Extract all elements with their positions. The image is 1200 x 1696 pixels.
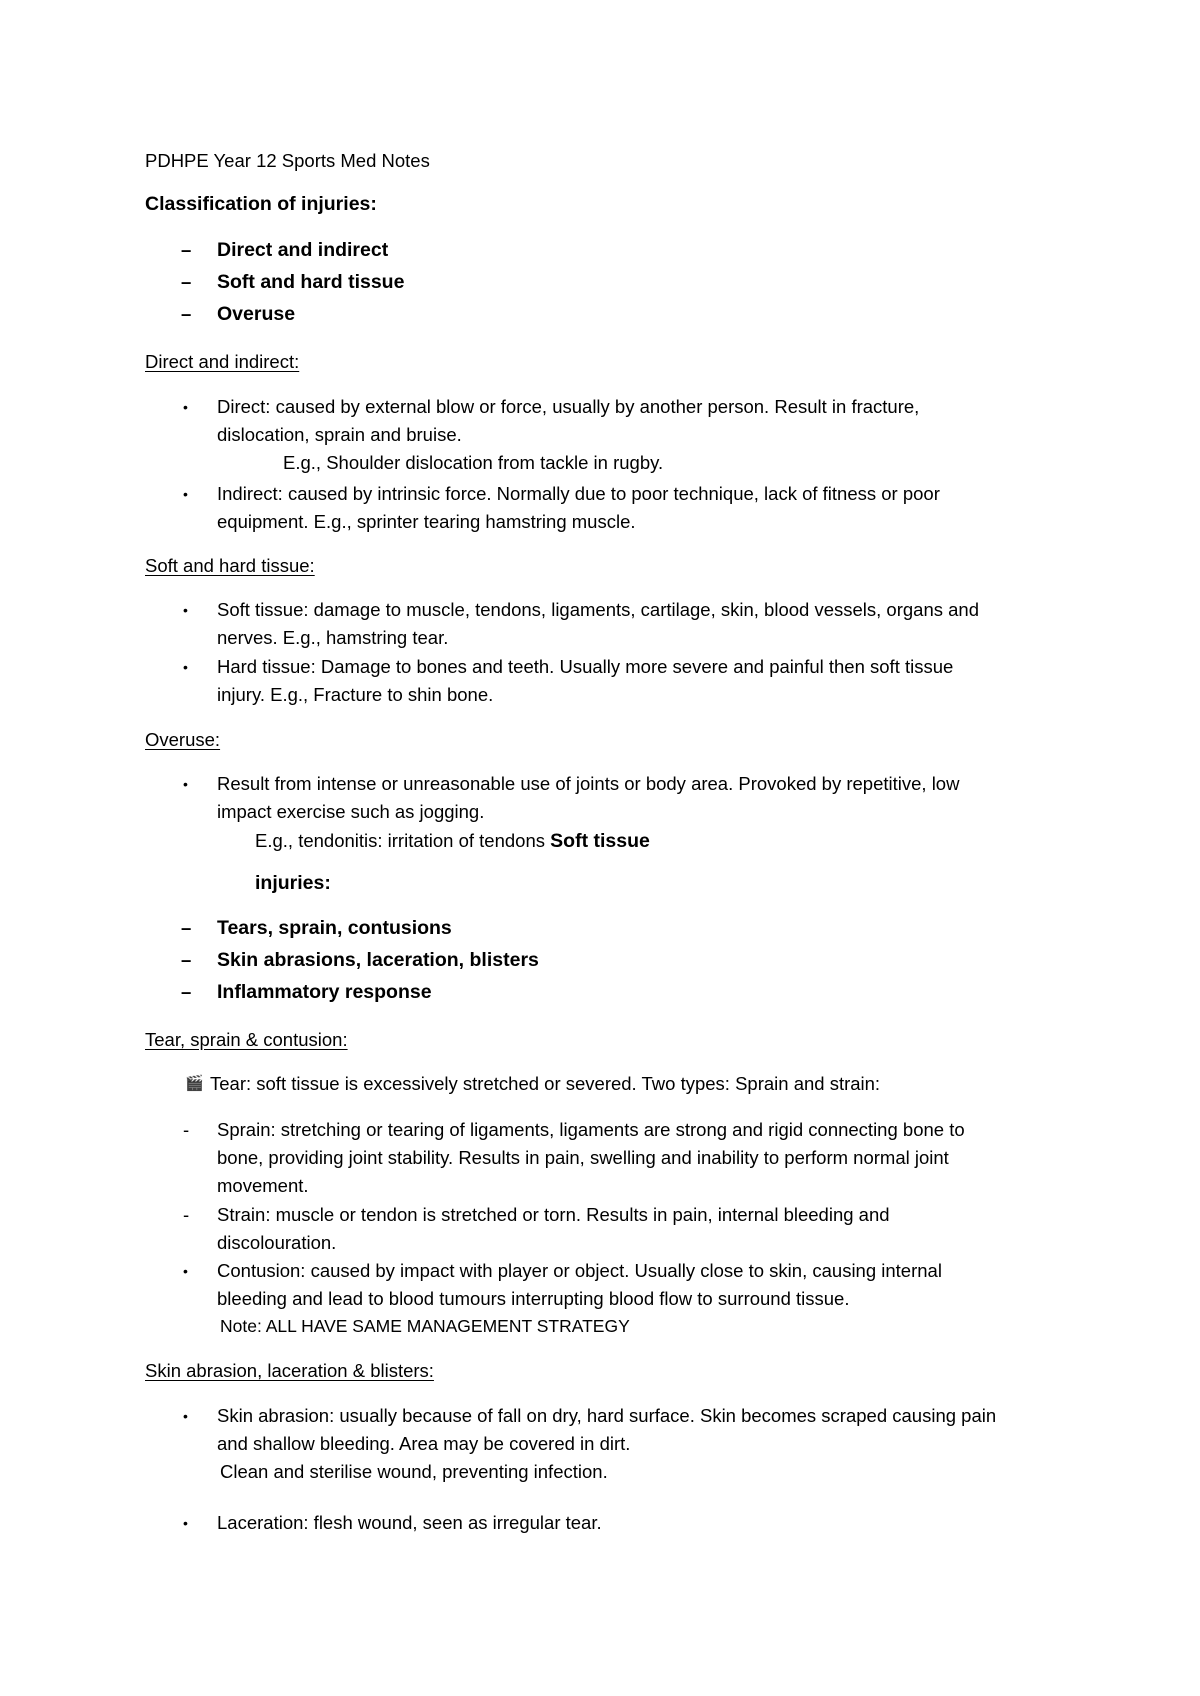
laceration-text: Laceration: flesh wound, seen as irregular tear. [217,1512,602,1533]
tear-section-heading: Tear, sprain & contusion: [145,1029,348,1050]
abrasion-text: Skin abrasion: usually because of fall on dry, hard surface. Skin becomes scraped causing pain [217,1405,997,1426]
injury-item: Tears, sprain, contusions [217,917,452,939]
dash-bullet: – [181,239,192,260]
dash-bullet: – [181,949,192,970]
bullet-dot: • [183,486,188,502]
strain-text: discolouration. [217,1232,337,1253]
bullet-dot: • [183,1408,188,1424]
dash-bullet: – [181,981,192,1002]
direct-text: Direct: caused by external blow or force, usually by another person. Result in fracture, [217,396,920,417]
clapperboard-icon: 🎬 [185,1075,204,1092]
overuse-heading: Overuse: [145,729,221,750]
bullet-dot: • [183,659,188,675]
soft-hard-heading: Soft and hard tissue: [145,555,315,576]
bullet-dot: • [183,602,188,618]
overuse-example-text: E.g., tendonitis: irritation of tendons [255,830,546,851]
overuse-text: impact exercise such as jogging. [217,801,485,822]
management-note: Note: ALL HAVE SAME MANAGEMENT STRATEGY [220,1316,630,1336]
contusion-text: bleeding and lead to blood tumours interrupting blood flow to surround tissue. [217,1288,850,1309]
bullet-dot: • [183,776,188,792]
soft-tissue-heading: Soft tissue [550,830,650,852]
overuse-text: Result from intense or unreasonable use of joints or body area. Provoked by repetitive, low [217,773,960,794]
dash-bullet: – [181,271,192,292]
injury-item: Skin abrasions, laceration, blisters [217,949,539,971]
sprain-text: movement. [217,1175,309,1196]
strain-text: Strain: muscle or tendon is stretched or torn. Results in pain, internal bleeding and [217,1204,890,1225]
classification-item: Overuse [217,303,296,325]
sprain-text: Sprain: stretching or tearing of ligaments, ligaments are strong and rigid connecting bone to [217,1119,965,1140]
classification-heading: Classification of injuries: [145,193,377,215]
soft-tissue-text: Soft tissue: damage to muscle, tendons, ligaments, cartilage, skin, blood vessels, organs and [217,599,979,620]
abrasion-text: Clean and sterilise wound, preventing infection. [220,1461,608,1482]
soft-tissue-injuries-heading: injuries: [255,872,331,894]
direct-indirect-heading: Direct and indirect: [145,351,300,372]
dash-bullet: – [181,917,192,938]
direct-text: dislocation, sprain and bruise. [217,424,462,445]
document-title: PDHPE Year 12 Sports Med Notes [145,150,430,171]
hard-tissue-text: injury. E.g., Fracture to shin bone. [217,684,494,705]
classification-item: Soft and hard tissue [217,271,405,293]
dash-bullet: – [181,303,192,324]
overuse-example [255,832,650,852]
direct-example: E.g., Shoulder dislocation from tackle in rugby. [283,452,664,473]
bullet-dot: • [183,399,188,415]
sprain-text: bone, providing joint stability. Results in pain, swelling and inability to perform normal joint [217,1147,949,1168]
hyphen-bullet: - [183,1204,190,1225]
indirect-text: Indirect: caused by intrinsic force. Normally due to poor technique, lack of fitness or poor [217,483,940,504]
abrasion-text: and shallow bleeding. Area may be covered in dirt. [217,1433,631,1454]
soft-tissue-text: nerves. E.g., hamstring tear. [217,627,449,648]
indirect-text: equipment. E.g., sprinter tearing hamstring muscle. [217,511,636,532]
skin-section-heading: Skin abrasion, laceration & blisters: [145,1360,434,1381]
hyphen-bullet: - [183,1119,190,1140]
classification-item: Direct and indirect [217,239,389,261]
tear-text: Tear: soft tissue is excessively stretched or severed. Two types: Sprain and strain: [210,1073,881,1094]
contusion-text: Contusion: caused by impact with player or object. Usually close to skin, causing internal [217,1260,942,1281]
bullet-dot: • [183,1263,188,1279]
hard-tissue-text: Hard tissue: Damage to bones and teeth. Usually more severe and painful then soft tissue [217,656,954,677]
bullet-dot: • [183,1515,188,1531]
injury-item: Inflammatory response [217,981,432,1003]
